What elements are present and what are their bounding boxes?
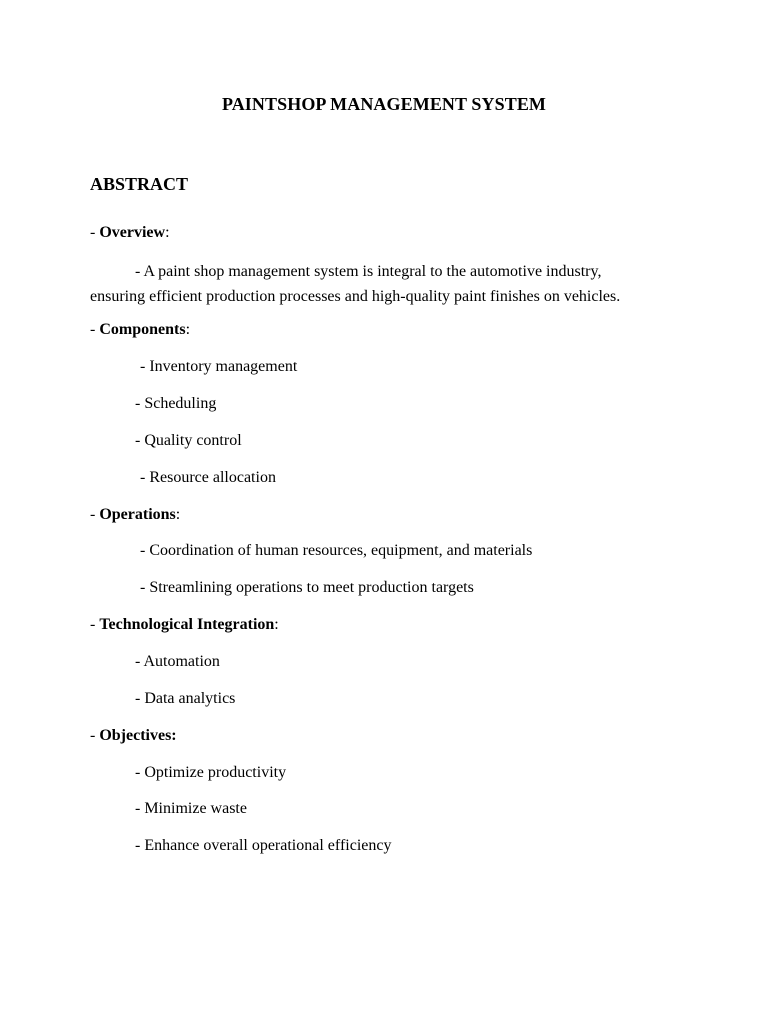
list-item-text: Streamlining operations to meet production targets [149, 579, 474, 596]
list-item: - Enhance overall operational efficiency [135, 837, 392, 854]
list-item: - Resource allocation [140, 469, 276, 486]
list-item: - Streamlining operations to meet production targets [140, 579, 474, 596]
overview-text-line1: - A paint shop management system is integral to the automotive industry, [135, 263, 602, 280]
list-item: - Minimize waste [135, 800, 247, 817]
list-item-text: Resource allocation [149, 469, 276, 486]
components-label-line: - Components: [90, 321, 191, 338]
operations-label: Operations [99, 506, 176, 523]
operations-label-line: - Operations: [90, 506, 181, 523]
list-item: - Scheduling [135, 395, 217, 412]
list-item-text: Data analytics [144, 690, 236, 707]
list-item-text: Inventory management [149, 358, 298, 375]
overview-label-line: - Overview: [90, 224, 170, 241]
tech-integration-label: Technological Integration [99, 616, 275, 633]
overview-text-line2: ensuring efficient production processes and high-quality paint finishes on vehicles. [90, 288, 621, 305]
list-item-text: Quality control [144, 432, 242, 449]
overview-label: Overview [99, 224, 166, 241]
list-item-text: Optimize productivity [144, 764, 287, 781]
components-label: Components [99, 321, 186, 338]
list-item: - Data analytics [135, 690, 236, 707]
overview-paragraph [90, 259, 690, 309]
list-item-text: Automation [143, 653, 220, 670]
list-item-text: Minimize waste [144, 800, 247, 817]
list-item-text: Scheduling [144, 395, 217, 412]
list-item-text: Enhance overall operational efficiency [144, 837, 392, 854]
list-item: - Automation [135, 653, 220, 670]
list-item: - Coordination of human resources, equipment, and materials [140, 542, 533, 559]
tech-integration-label-line: - Technological Integration: [90, 616, 279, 633]
list-item-text: Coordination of human resources, equipment, and materials [149, 542, 533, 559]
document-title: PAINTSHOP MANAGEMENT SYSTEM [221, 94, 547, 114]
list-item: - Inventory management [140, 358, 298, 375]
list-item: - Optimize productivity [135, 764, 287, 781]
abstract-heading: ABSTRACT [90, 174, 189, 194]
objectives-label: Objectives: [99, 727, 177, 744]
list-item: - Quality control [135, 432, 242, 449]
objectives-label-line: - Objectives: [90, 727, 177, 744]
